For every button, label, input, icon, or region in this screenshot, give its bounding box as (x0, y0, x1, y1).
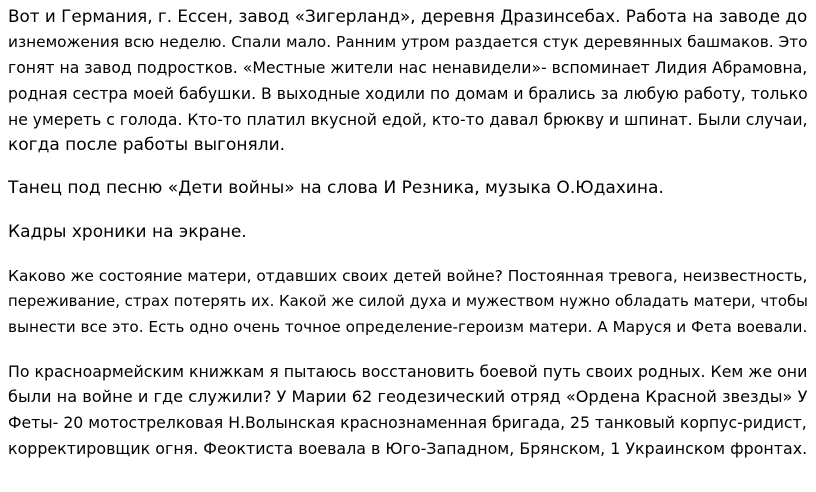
text-line: вынести все это. Есть одно очень точное определение-героизм матери. А Маруся и Фета воевали. (8, 318, 808, 337)
text-line: были на войне и где служили? У Марии 62 геодезический отряд «Ордена Красной звезды» У (8, 387, 808, 407)
text-line: Феты- 20 мотострелковая Н.Волынская краснознаменная бригада, 25 танковый корпус-ридист, (8, 413, 807, 433)
text-line: переживание, страх потерять их. Какой же силой духа и мужеством нужно обладать матери, чтобы (8, 292, 808, 311)
text-line: родная сестра моей бабушки. В выходные ходили по домам и брались за любую работу, только (8, 84, 808, 104)
paragraph-dance (8, 176, 808, 202)
text-line: Вот и Германия, г. Ессен, завод «Зигерланд», деревня Дразинсебах. Работа на заводе до (8, 6, 808, 26)
text-line: По красноармейским книжкам я пытаюсь восстановить боевой путь своих родных. Кем же они (8, 361, 808, 381)
paragraph-mothers (8, 264, 808, 341)
text-line: гонят на завод подростков. «Местные жители нас ненавидели»- вспоминает Лидия Абрамовна, (8, 58, 808, 78)
text-line: Каково же состояние матери, отдавших своих детей войне? Постоянная тревога, неизвестность, (8, 266, 808, 285)
paragraph-germany (8, 4, 808, 158)
text-line: не умереть с голода. Кто-то платил вкусной едой, кто-то давал брюкву и шпинат. Были случаи, (8, 109, 808, 129)
text-line: Танец под песню «Дети войны» на слова И Резника, музыка О.Юдахина. (8, 178, 664, 199)
text-line: Кадры хроники на экране. (8, 221, 247, 242)
text-line: когда после работы выгоняли. (8, 134, 286, 155)
text-line: корректировщик огня. Феоктиста воевала в Юго-Западном, Брянском, 1 Украинском фронтах. (8, 438, 808, 458)
text-line: изнеможения всю неделю. Спали мало. Ранним утром раздается стук деревянных башмаков. Это (8, 32, 808, 51)
paragraph-military-books (8, 359, 808, 462)
paragraph-newsreel (8, 220, 808, 246)
